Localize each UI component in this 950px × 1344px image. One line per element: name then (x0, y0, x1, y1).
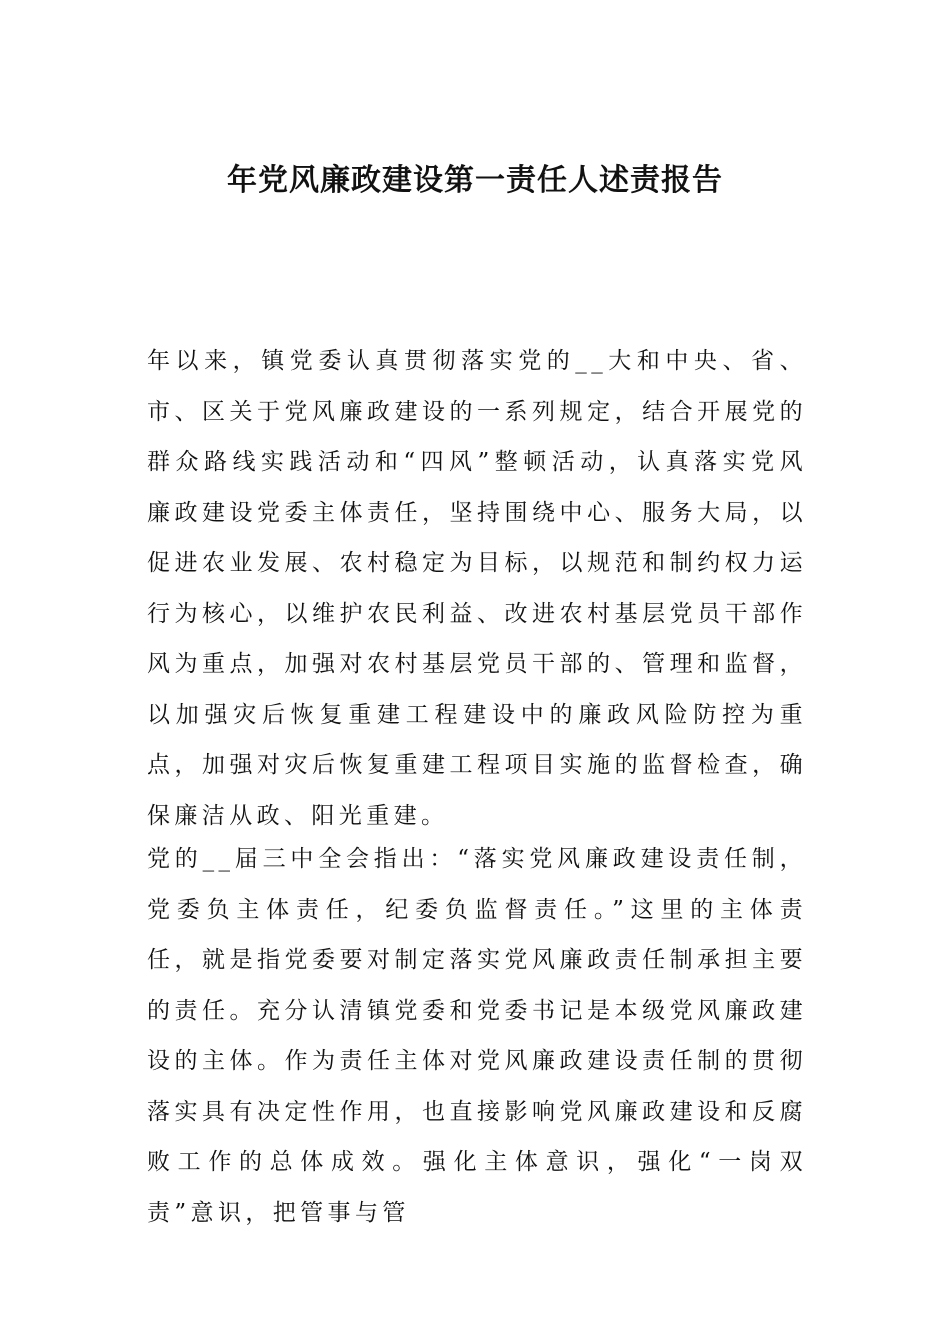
body-paragraph-2: 党的__届三中全会指出：“落实党风廉政建设责任制，党委负主体责任，纪委负监督责任。”这里的主体责任，就是指党委要对制定落实党风廉政责任制承担主要的责任。充分认清镇党委和党委书记是本级党风廉政建设的主体。作为责任主体对党风廉政建设责任制的贯彻落实具有决定性作用，也直接影响党风廉政建设和反腐败工作的总体成效。强化主体意识，强化“一岗双责”意识，把管事与管 (147, 846, 807, 1226)
document-title: 年党风廉政建设第一责任人述责报告 (227, 163, 723, 198)
body-paragraph-1: 年以来，镇党委认真贯彻落实党的__大和中央、省、市、区关于党风廉政建设的一系列规定，结合开展党的群众路线实践活动和“四风”整顿活动，认真落实党风廉政建设党委主体责任，坚持围绕中心、服务大局，以促进农业发展、农村稳定为目标，以规范和制约权力运行为核心，以维护农民利益、改进农村基层党员干部作风为重点，加强对农村基层党员干部的、管理和监督，以加强灾后恢复重建工程建设中的廉政风险防控为重点，加强对灾后恢复重建工程项目实施的监督检查，确保廉洁从政、阳光重建。 (147, 348, 807, 829)
